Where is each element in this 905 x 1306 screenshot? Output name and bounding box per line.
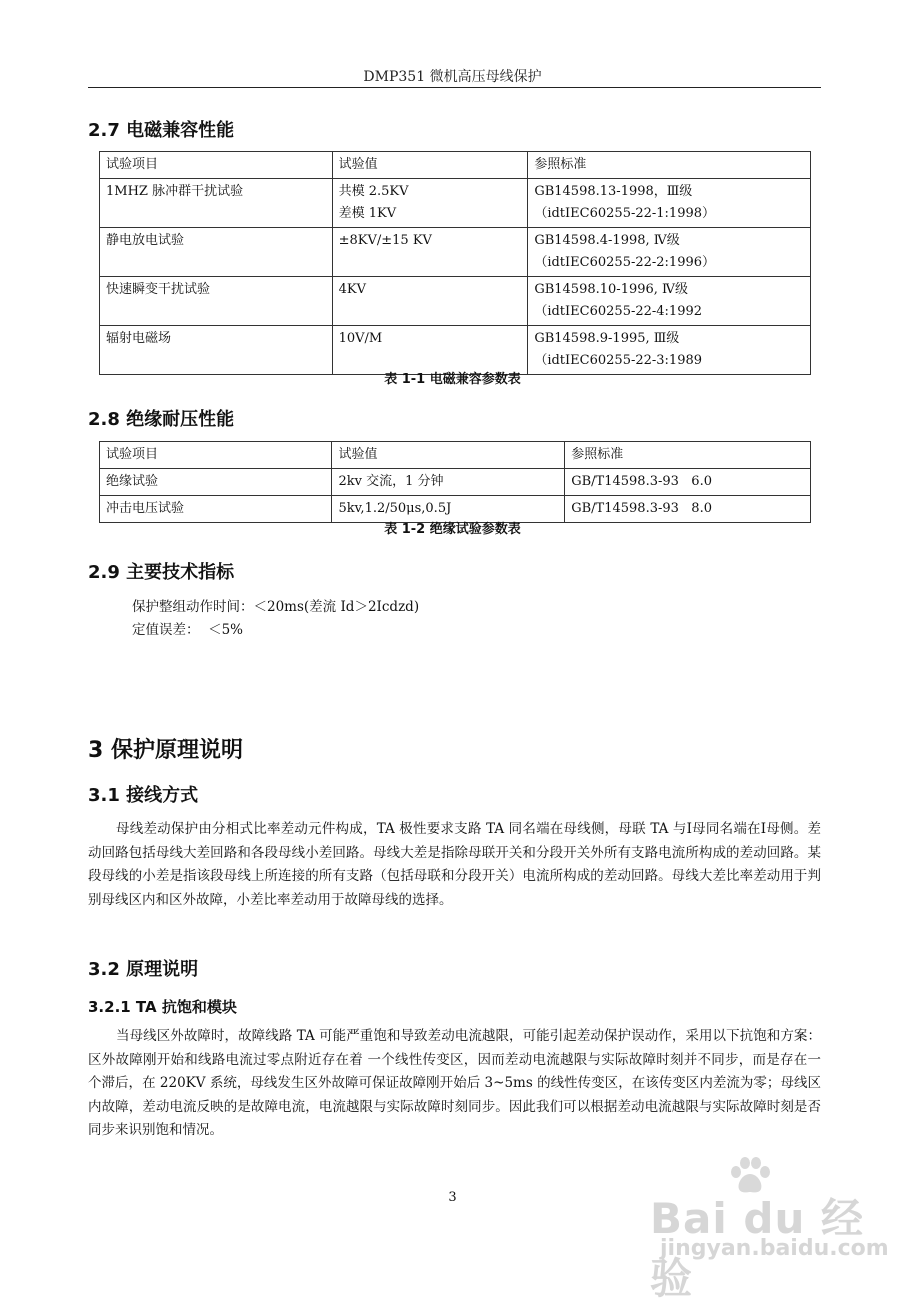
table-header-row xyxy=(100,152,811,179)
table-caption-1-1: 表 1-1 电磁兼容参数表 xyxy=(384,372,521,387)
watermark-logo-text: Bai du 经验 xyxy=(650,1194,864,1303)
table-cell: ±8KV/±15 KV xyxy=(332,228,528,277)
table-cell: GB14598.4-1998, Ⅳ级 （idtIEC60255-22-2:1996） xyxy=(528,228,811,277)
emc-table xyxy=(99,151,811,375)
header-cell: 试验值 xyxy=(332,152,528,179)
page-number: 3 xyxy=(448,1190,457,1205)
header-cell: 试验项目 xyxy=(100,442,332,469)
spec-line-setting-error: 定值误差： ＜5% xyxy=(132,622,243,638)
table-cell: 辐射电磁场 xyxy=(100,326,333,375)
table-cell: 静电放电试验 xyxy=(100,228,333,277)
insulation-table xyxy=(99,441,811,523)
table-row xyxy=(100,179,811,228)
table-caption-1-2: 表 1-2 绝缘试验参数表 xyxy=(384,522,521,537)
header-divider xyxy=(88,87,821,88)
table-cell: 1MHZ 脉冲群干扰试验 xyxy=(100,179,333,228)
table-cell: GB/T14598.3-93 6.0 xyxy=(565,469,811,496)
section-heading-3-1: 3.1 接线方式 xyxy=(88,785,199,806)
paragraph-3-1: 母线差动保护由分相式比率差动元件构成，TA 极性要求支路 TA 同名端在母线侧，母联 TA 与Ⅰ母同名端在Ⅰ母侧。差动回路包括母线大差回路和各段母线小差回路。母线大差是指除母联开关和分段开关外所有支路电流所构成的差动回路。某段母线的小差是指该段母线上所连接的所有支路（包括母联和分段开关）电流所构成的差动回路。母线大差比率差动用于判别母线区内和区外故障，小差比率差动用于故障母线的选择。 xyxy=(88,821,821,908)
table-cell: GB14598.9-1995, Ⅲ级 （idtIEC60255-22-3:1989 xyxy=(528,326,811,375)
running-header: DMP351 微机高压母线保护 xyxy=(363,69,542,85)
table-row xyxy=(100,228,811,277)
paragraph-3-2-1: 当母线区外故障时，故障线路 TA 可能严重饱和导致差动电流越限，可能引起差动保护误动作，采用以下抗饱和方案：区外故障刚开始和线路电流过零点附近存在着 一个线性传变区，因而差动电流越限与实际故障时刻并不同步，而是存在一个滞后，在 220KV 系统，母线发生区外故障可保证故障刚开始后 3~5ms 的线性传变区，在该传变区内差流为零；母线区内故障，差动电流反映的是故障电流，电流越限与实际故障时刻同步。因此我们可以根据差动电流越限与实际故障时刻是否同步来识别饱和情况。 xyxy=(88,1028,821,1138)
header-cell: 试验项目 xyxy=(100,152,333,179)
header-cell: 参照标准 xyxy=(565,442,811,469)
spec-line-operate-time: 保护整组动作时间：＜20ms(差流 Id＞2Icdzd) xyxy=(132,599,420,615)
section-heading-3-2-1: 3.2.1 TA 抗饱和模块 xyxy=(88,998,237,1016)
table-cell: 4KV xyxy=(332,277,528,326)
table-cell: 共模 2.5KV 差模 1KV xyxy=(332,179,528,228)
table-cell: GB14598.13-1998，Ⅲ级 （idtIEC60255-22-1:1998） xyxy=(528,179,811,228)
table-cell: 5kv,1.2/50μs,0.5J xyxy=(332,496,565,523)
chapter-heading-3: 3 保护原理说明 xyxy=(88,738,243,763)
table-cell: 10V/M xyxy=(332,326,528,375)
table-row xyxy=(100,277,811,326)
table-row xyxy=(100,469,811,496)
table-cell: GB14598.10-1996, Ⅳ级 （idtIEC60255-22-4:1992 xyxy=(528,277,811,326)
header-cell: 试验值 xyxy=(332,442,565,469)
table-cell: 快速瞬变干扰试验 xyxy=(100,277,333,326)
section-heading-2-7: 2.7 电磁兼容性能 xyxy=(88,120,235,141)
table-cell: 绝缘试验 xyxy=(100,469,332,496)
watermark-url: jingyan.baidu.com xyxy=(660,1236,889,1261)
section-heading-3-2: 3.2 原理说明 xyxy=(88,959,199,980)
table-cell: 2kv 交流，1 分钟 xyxy=(332,469,565,496)
header-cell: 参照标准 xyxy=(528,152,811,179)
baidu-watermark xyxy=(640,1150,889,1303)
table-cell: 冲击电压试验 xyxy=(100,496,332,523)
table-header-row xyxy=(100,442,811,469)
section-heading-2-9: 2.9 主要技术指标 xyxy=(88,562,235,583)
section-heading-2-8: 2.8 绝缘耐压性能 xyxy=(88,409,235,430)
table-cell: GB/T14598.3-93 8.0 xyxy=(565,496,811,523)
